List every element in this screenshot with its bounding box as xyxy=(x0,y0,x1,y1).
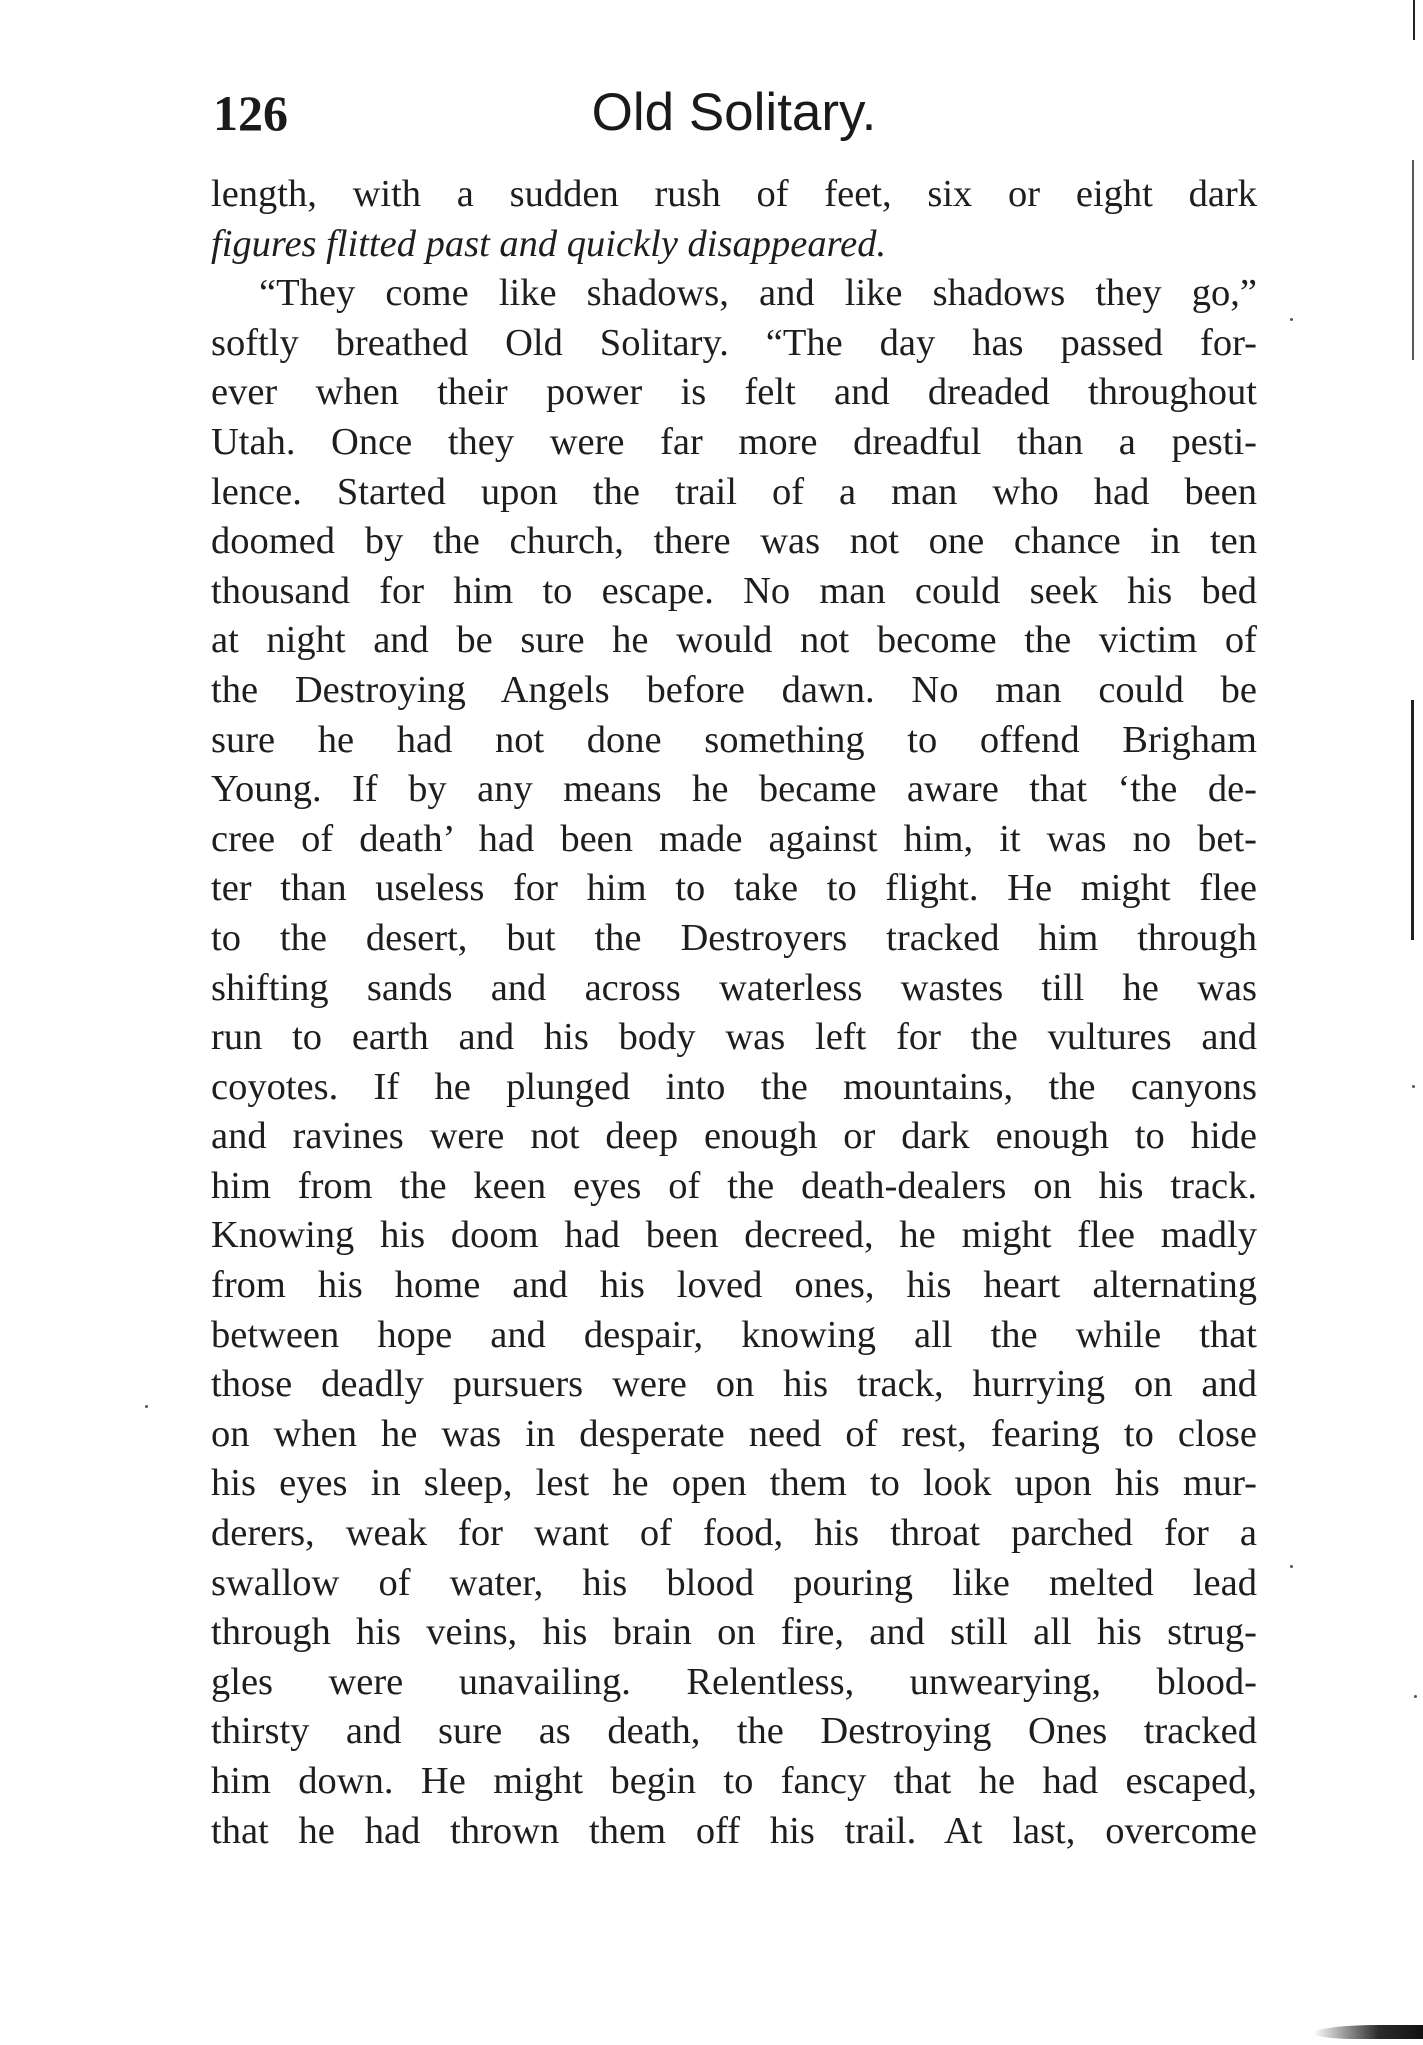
text-line: from his home and his loved ones, his heart alternating xyxy=(211,1264,1257,1307)
text-line: those deadly pursuers were on his track, hurrying on and xyxy=(211,1363,1257,1406)
text-line: thousand for him to escape. No man could seek his bed xyxy=(211,569,1257,612)
scan-corner-smudge xyxy=(1313,2025,1423,2039)
scan-edge-mark xyxy=(1411,700,1414,940)
text-line: ter than useless for him to take to flight. He might flee xyxy=(211,867,1257,910)
text-line: ever when their power is felt and dreaded throughout xyxy=(211,371,1257,414)
text-line: shifting sands and across waterless wastes till he was xyxy=(211,966,1257,1009)
scan-speck xyxy=(1412,1085,1415,1088)
text-line: gles were unavailing. Relentless, unwearying, blood- xyxy=(211,1660,1257,1703)
text-line: to the desert, but the Destroyers tracked him through xyxy=(211,916,1257,959)
page-header xyxy=(213,78,1255,158)
body-text xyxy=(211,170,1257,1856)
text-line: and ravines were not deep enough or dark enough to hide xyxy=(211,1115,1257,1158)
text-line: softly breathed Old Solitary. “The day has passed for- xyxy=(211,321,1257,364)
text-line: his eyes in sleep, lest he open them to look upon his mur- xyxy=(211,1462,1257,1505)
text-line: Young. If by any means he became aware that ‘the de- xyxy=(211,768,1257,811)
text-line: length, with a sudden rush of feet, six or eight dark xyxy=(211,173,1257,215)
text-line: “They come like shadows, and like shadows they go,” xyxy=(259,272,1257,315)
text-line: through his veins, his brain on fire, and still all his strug- xyxy=(211,1611,1257,1654)
scan-speck xyxy=(145,1405,148,1408)
text-line: Utah. Once they were far more dreadful than a pesti- xyxy=(211,420,1257,463)
scan-edge-mark xyxy=(1413,0,1415,40)
text-line: him from the keen eyes of the death-dealers on his track. xyxy=(211,1164,1257,1207)
text-line: Knowing his doom had been decreed, he might flee madly xyxy=(211,1214,1257,1257)
text-line: derers, weak for want of food, his throat parched for a xyxy=(211,1512,1257,1555)
running-title: Old Solitary. xyxy=(591,83,877,142)
text-line: cree of death’ had been made against him, it was no bet- xyxy=(211,817,1257,860)
text-line: him down. He might begin to fancy that he had escaped, xyxy=(211,1760,1257,1802)
text-line: coyotes. If he plunged into the mountains, the canyons xyxy=(211,1065,1257,1108)
scan-speck xyxy=(1414,1695,1417,1698)
text-line: figures flitted past and quickly disappeared. xyxy=(211,222,887,265)
text-line: doomed by the church, there was not one chance in ten xyxy=(211,520,1257,563)
page-number: 126 xyxy=(213,85,288,141)
text-line: on when he was in desperate need of rest, fearing to close xyxy=(211,1412,1257,1455)
scan-speck xyxy=(1290,1565,1293,1568)
text-line: run to earth and his body was left for the vultures and xyxy=(211,1016,1257,1059)
text-line: swallow of water, his blood pouring like melted lead xyxy=(211,1561,1257,1604)
scan-edge-mark xyxy=(1412,160,1414,360)
text-line: lence. Started upon the trail of a man who had been xyxy=(211,470,1257,513)
text-line: sure he had not done something to offend Brigham xyxy=(211,718,1257,761)
text-line: between hope and despair, knowing all the while that xyxy=(211,1313,1257,1356)
text-line: at night and be sure he would not become the victim of xyxy=(211,619,1257,662)
scan-speck xyxy=(1290,318,1293,321)
text-line: that he had thrown them off his trail. At last, overcome xyxy=(211,1809,1257,1852)
text-line: the Destroying Angels before dawn. No man could be xyxy=(211,668,1257,711)
text-line: thirsty and sure as death, the Destroying Ones tracked xyxy=(211,1710,1257,1753)
